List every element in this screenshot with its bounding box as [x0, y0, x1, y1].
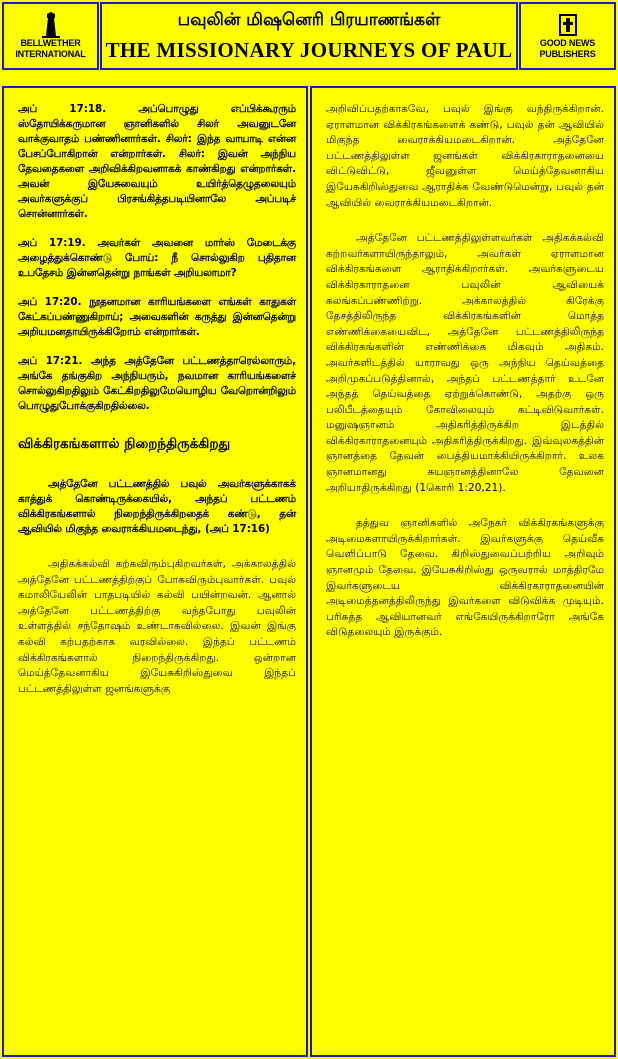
- title-banner: [100, 2, 518, 70]
- verse-17-19: அப் 17:19. அவர்கள் அவனை மார்ஸ் மேடைக்கு அழைத்துக்கொண்டு போய்: நீ சொல்லுகிற புதிதான உபதேசம் இன்னதென்று நாங்கள் அறியலாமா?: [18, 237, 296, 279]
- verse-17-21: அப் 17:21. அந்த அத்தேனே பட்டணத்தாரெல்லாரும், அங்கே தங்குகிற அந்நியரும், நவமான காரியங்களைச் சொல்லுகிறதிலும் கேட்கிறதிலுமேயொழிய வேறொன்றிலும் பொழுதுபோக்குகிறதில்லை.: [18, 355, 296, 412]
- verse-17-18: அப் 17:18. அப்பொழுது எப்பிக்கூரரும் ஸ்தோயிக்கருமான ஞானிகளில் சிலர் அவனுடனே வாக்குவாதம் பண்ணினார்கள். சிலர்: இந்த வாயாடி என்ன பேசப்போகிறான் என்றார்கள். சிலர்: இவன் அந்நிய தேவதைகளை அறிவிக்கிறவனாகக் காண்கிறது என்றார்கள். அவன் இயேசுவையும் உயிர்த்தெழுதலையும் அவர்களுக்குப் பிரசங்கித்தபடியினாலே அப்படிச் சொன்னார்கள்.: [18, 103, 296, 220]
- right-column: [310, 86, 616, 1057]
- right-logo-text: GOOD NEWS PUBLISHERS: [539, 38, 596, 59]
- right-paragraph-2: அத்தேனே பட்டணத்திலுள்ளவர்கள் அதிகக்கல்வி கற்றவர்களாயிருந்தாலும், அவர்கள் ஏராளமான விக்கிரகங்களை ஆராதிக்கிறார்கள். அவர்களுடைய விக்கிரகாராதனை பவுலின் ஆவியைக் கலங்கப்பண்ணிற்று. அக்காலத்தில் கிரேக்கு தேசத்திலிருந்த விக்கிரகங்களின் மொத்த எண்ணிக்கையைவிட, அத்தேனே பட்டணத்திலிருந்த விக்கிரகங்களின் எண்ணிக்கை மிகவும் அதிகம். அவர்களிடத்தில் யாராவது ஒரு அந்நிய தெய்வத்தை அறிமுகப்படுத்தினால், அந்தப் பட்டணத்தார் உடனே அந்தத் தெய்வத்தை ஏற்றுக்கொண்டு, அதற்கு ஒரு பலிபீடத்தையும் கோவிலையும் கட்டிவிடுவார்கள். மனுஷஞானம் அதிகரித்திருக்கிற இடத்தில் விக்கிரகாராதனையும் அதிகரித்திருக்கிறது. இவ்வுலகத்தின் ஞானத்தை தேவன் பைத்தியமாக்கியிருக்கிறார். உலக ஞானமானது சுயஞானத்தினாலே தேவனை அறியாதிருக்கிறது (1கொரி 1:20,21).: [326, 232, 604, 494]
- title-tamil: பவுலின் மிஷனெரி பிரயாணங்கள்: [177, 10, 441, 30]
- verse-17-20: அப் 17:20. நூதனமான காரியங்களை எங்கள் காதுகள் கேட்கப்பண்ணுகிறாய்; அவைகளின் கருத்து இன்னதென்று அறியமனதாயிருக்கிறோம் என்றார்கள்.: [18, 296, 296, 338]
- left-logo-text: BELLWETHER INTERNATIONAL: [15, 38, 86, 59]
- left-column: [2, 86, 308, 1057]
- right-logo: [519, 2, 616, 70]
- title-english: THE MISSIONARY JOURNEYS OF PAUL: [105, 38, 513, 62]
- summary-paragraph: அத்தேனே பட்டணத்தில் பவுல் அவர்களுக்காகக் காத்துக் கொண்டிருக்கையில், அந்தப் பட்டணம் விக்கிரகங்களால் நிறைந்திருக்கிறதைக் கண்டு, தன் ஆவியில் மிகுந்த வைராக்கியமடைந்து, (அப் 17:16): [18, 478, 296, 535]
- right-paragraph-1: அறிவிப்பதற்காகவே, பவுல் இங்கு வந்திருக்கிறான். ஏராளமான விக்கிரகங்களைக் கண்டு, பவுல் தன் ஆவியில் மிகுந்த வைராக்கியமடைகிறான். அத்தேனே பட்டணத்திலுள்ள ஜனங்கள் விக்கிரகாராதனையை விட்டுவிட்டு, ஜீவனுள்ள மெய்த்தேவனாகிய இயேசுகிறிஸ்துவை ஆராதிக்க வேண்டுமென்று, பவுல் தன் ஆவியில் வைராக்கியமடைகிறான்.: [326, 103, 604, 209]
- body-paragraph: அதிகக்கல்வி கற்கவிரும்புகிறவர்கள், அக்காலத்தில் அத்தேனே பட்டணத்திற்குப் போகவிரும்புவார்கள். பவுல் கமாலியேலின் பாதபடியில் கல்வி பயின்றவன். ஆனால் அத்தேனே பட்டணத்திற்கு வந்தபோது பவுலின் உள்ளத்தில் சந்தோஷம் உண்டாகவில்லை. இவன் இங்கு கல்வி கற்பதற்காக வரவில்லை. இந்தப் பட்டணம் விக்கிரகங்களால் நிறைந்திருக்கிறது. ஒன்றான மெய்த்தேவனாகிய இயேசுகிறிஸ்துவை இந்தப் பட்டணத்திலுள்ள ஜனங்களுக்கு: [18, 558, 296, 695]
- publisher-emblem-icon: [557, 12, 579, 38]
- lighthouse-icon: [40, 12, 62, 38]
- left-logo: [2, 2, 99, 70]
- section-heading: விக்கிரகங்களால் நிறைந்திருக்கிறது: [18, 436, 231, 452]
- right-paragraph-3: தத்துவ ஞானிகளில் அநேகர் விக்கிரகங்களுக்கு அடிமைகளாயிருக்கிறார்கள். இவர்களுக்கு தெய்வீக வெளிப்பாடு தேவை. கிறிஸ்துவைப்பற்றிய அறிவும் ஞானமும் தேவை. இயேசுகிறிஸ்து ஒருவரால் மாத்திரமே இவர்களுடைய விக்கிரகாராதனையின் அடிமைத்தனத்திலிருந்து இவர்களை விடுவிக்க முடியும். பரிசுத்த ஆவியானவர் எங்கேயிருக்கிறாரோ அங்கே விடுதலையும் இருக்கும்.: [326, 517, 604, 639]
